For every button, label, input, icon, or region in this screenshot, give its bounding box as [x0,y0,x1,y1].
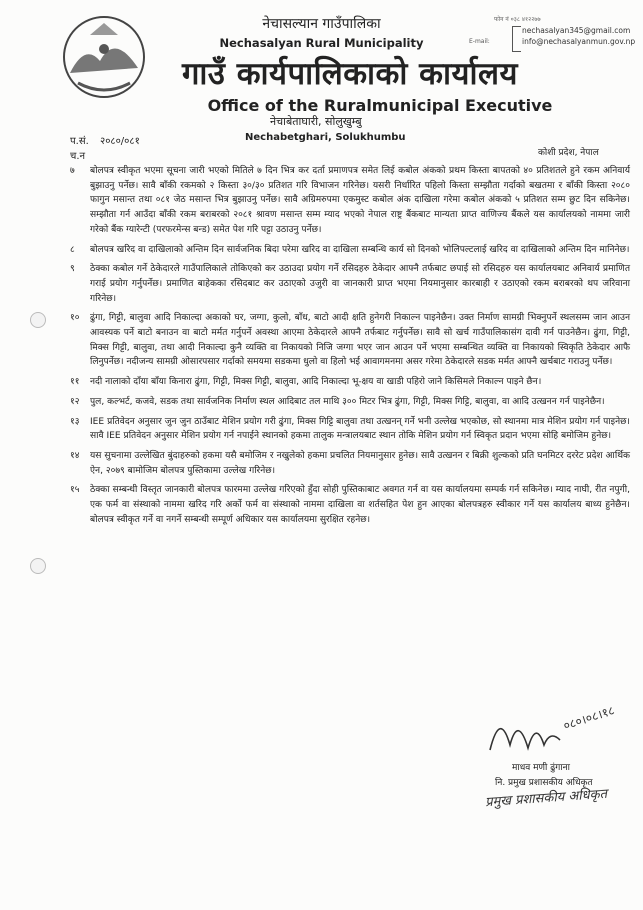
item-text: नदी नालाको दाँया बाँया किनारा ढुंगा, गिट्टी, मिक्स गिट्टी, बालुवा, आदि निकाल्दा भू-क्षय वा खाडी पहिरो जाने किसिमले निकाल्न पाइने छैन। [90,377,542,388]
notice-body [70,164,630,532]
item-text: बोलपत्र खरिद वा दाखिलाको अन्तिम दिन सार्वजनिक बिदा परेमा खरिद वा दाखिला सम्बन्धि कार्य सो दिनको भोलिपल्टलाई खरिद वा दाखिलाको अन्तिम दिन मानिनेछ। [90,244,630,255]
signatory-title: नि. प्रमुख प्रशासकीय अधिकृत [495,778,593,788]
signatory-name: माधव मणी ढुंगाना [512,763,570,773]
reference-block [70,134,140,164]
municipality-name-en: Nechasalyan Rural Municipality [219,36,424,50]
signature-date: ०८०।०८।१८ [561,703,617,733]
address-np: नेचाबेताघारी, सोलुखुम्बु [270,115,362,128]
item-text: बोलपत्र स्वीकृत भएमा सूचना जारी भएको मितिले ७ दिन भित्र कर दर्ता प्रमाणपत्र समेत लिई कबोल अंकको प्रथम किस्ता बापतको ४० प्रतिशतले हुने रकम अनिवार्य बुझाउनु पर्नेछ। सावै बाँकी रकमको २ किस्ता ३०/३० प्रतिशत गरि विभाजन गरिनेछ। यसरी निर्धारित पहिलो किस्ता सम्झौता गर्दाको बखतमा र बाँकी किस्ता २०८० फागुन मसान्त तथा ०८१ जेठ मसान्त भित्र बुझाउनु पर्नेछ। सावै अग्रिमरुपमा एकमुस्ट कबोल अंक दाखिला गरेमा कबोल अंकको ५ प्रतिशत सम्म छुट दिन सकिनेछ। सम्झौता गर्न आउँदा बाँकी रकम बराबरको २०८१ श्रावण मसान्त सम्म म्याद भएको नेपाल राष्ट्र बैंकबाट मान्यता प्राप्त वाणिज्य बैंकले यस कार्यालयको नाममा जारी गरेको बैंक ग्यारेन्टी (परफरमेन्स बन्ड) समेत पेश गरि पट्टा उठाउनु पर्नेछ। [90,166,630,235]
province-label: कोशी प्रदेश, नेपाल [538,148,599,158]
item-text: ठेक्का कबोल गर्ने ठेकेदारले गाउँपालिकाले तोकिएको कर उठाउदा प्रयोग गर्ने रसिदहरु ठेकेदार आफ्नै तर्फबाट छपाई सो रसिदहरु यस कार्यालयबाट अनिवार्य प्रमाणित गराई प्रयोग गर्नुपर्नेछ। प्रमाणित बाहेकका रसिदबाट कर उठाएको उजुरी वा जानकारी प्राप्त भएमा नियमानुसार कारबाही र उठाएको रकम बराबरको थप जरिवाना गरिनेछ। [90,264,630,304]
list-item [70,243,630,258]
list-item [70,483,630,527]
item-number: १४ [70,450,80,461]
item-number: १२ [70,396,80,407]
item-number: ९ [70,264,75,275]
punch-hole [30,558,46,574]
list-item [70,375,630,390]
item-text: पुल, कल्भर्ट, कजवे, सडक तथा सार्वजनिक निर्माण स्थल आदिबाट तल माथि ३०० मिटर भित्र ढुंगा, गिट्टी, मिक्स गिट्टि, बालुवा, वा आदि उत्खनन गर्न पाइनेछैन। [90,396,605,407]
office-title-np: गाउँ कार्यपालिकाको कार्यालय [181,56,519,92]
list-item [70,449,630,478]
item-number: ११ [70,377,80,388]
item-number: ७ [70,166,75,176]
item-text: IEE प्रतिवेदन अनुसार जुन जुन ठाउँबाट मेशिन प्रयोग गरी ढुंगा, मिक्स गिट्टि बालुवा तथा उत्खनन् गर्ने भनी उल्लेख भएकोछ, सो स्थानमा मात्र मेशिन प्रयोग गर्न पाइनेछ। सावै IEE प्रतिवेदन अनुसार मेशिन प्रयोग गर्न नपाईने स्थानको हकमा तालुक मन्त्रालयबाट स्थान तोकि मेशिन प्रयोग गर्न स्विकृत प्रदान भएमा सोहि बमोजिम हुनेछ। [90,416,630,442]
address-en: Nechabetghari, Solukhumbu [245,132,406,143]
list-item [70,164,630,238]
item-number: ८ [70,244,75,255]
item-text: ठेक्का सम्बन्धी विस्तृत जानकारी बोलपत्र फारममा उल्लेख गरिएको हुँदा सोही पुस्तिकाबाट अवगत गर्न वा यस कार्यालयमा सम्पर्क गर्न सकिनेछ। म्याद नाघी, रीत नपुगी, एक फर्म वा संस्थाको नाममा खरिद गरि अर्को फर्म वा संस्थाको नाममा दाखिला वा शर्तसहित पेश हुन आएका बोलपत्रहरु स्वीकार गर्ने यस कार्यालय बाध्य हुनेछैन। बोलपत्र स्वीकृत गर्ने वा नगर्ने सम्बन्धी सम्पूर्ण अधिकार यस कार्यालयमा सुरक्षित रहनेछ। [90,485,630,525]
email-label: E-mail: [469,38,490,45]
item-text: ढुंगा, गिट्टी, बालुवा आदि निकाल्दा अकाको घर, जग्गा, कुलो, बाँध, बाटो आदी क्षति हुनेगरी निकाल्न पाइनेछैन। उक्त निर्माण सामग्री भिक्नुपर्ने स्थलसम्म जान आउन आवस्यक पर्ने बाटो बनाउन वा बाटो मर्मत गर्नुपर्ने अवस्था आएमा ठेकेदारले आफ्नै तर्फबाट गर्नुपर्नेछ। सावै सो खर्च गाउँपालिकासंग दावी गर्न पाउनेछैन। ढुंगा, गिट्टी, मिक्स गिट्टी, बालुवा, तथा आदी निकाल्दा कुनै व्यक्ति वा निकायको निजि जग्गा भएर जान आउन पर्ने भएमा सम्बन्धित व्यक्ति वा निकायको स्विकृति ठेकेदार आफै लिनुपर्नेछ। नदीजन्य सामग्री ओसारपसार गर्दाको समयमा सडकमा धुलो वा हिलो भई आवागमनमा असर गरेमा ठेकेदारले सडक मर्मत आफ्नै खर्चबाट गराउनु पर्नेछ। [90,313,630,368]
item-number: १३ [70,416,80,427]
item-number: १५ [70,485,80,496]
email-secondary: info@nechasalyanmun.gov.np [522,37,636,46]
list-item [70,395,630,410]
chalani-label: च.न [70,151,86,162]
list-item [70,311,630,370]
punch-hole [30,312,46,328]
official-stamp: प्रमुख प्रशासकीय अधिकृत [484,786,608,811]
list-item [70,262,630,306]
email-primary: nechasalyan345@gmail.com [522,26,631,35]
office-title-en: Office of the Ruralmunicipal Executive [207,96,553,115]
patra-value: २०८०/०८१ [100,136,140,147]
contact-block [494,14,635,47]
item-text: यस सुचनामा उल्लेखित बुंदाहरुको हकमा यसै बमोजिम र नखुलेको हकमा प्रचलित नियमानुसार हुनेछ। सावै उत्खनन र बिक्री शुल्कको प्रति घनमिटर दररेट प्रदेश आर्थिक ऐन, २०७९ बामोजिम बोलपत्र पुस्तिकामा उल्लेख गरिनेछ। [90,450,630,476]
item-number: १० [70,313,80,324]
patra-label: प.सं. [70,136,89,147]
phone-number: फोन नं ०३८ ४१२२७७ [494,16,541,23]
municipality-name-np: नेचासल्यान गाउँपालिका [262,16,381,32]
list-item [70,415,630,444]
